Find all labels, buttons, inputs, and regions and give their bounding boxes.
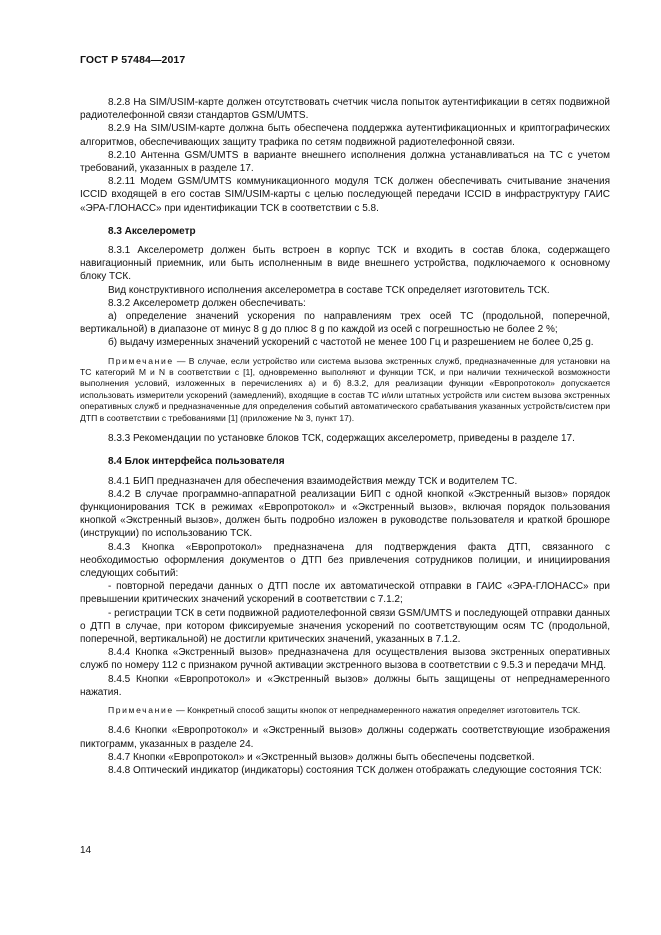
- clause-8-4-8: 8.4.8 Оптический индикатор (индикаторы) состояния ТСК должен отображать следующие состояния ТСК:: [108, 764, 602, 776]
- clause-8-4-1: 8.4.1 БИП предназначен для обеспечения взаимодействия между ТСК и водителем ТС.: [108, 475, 518, 487]
- clause-8-2-10: 8.2.10 Антенна GSM/UMTS в варианте внешнего исполнения должна устанавливаться на ТС с учетом требований, указанных в разделе 17.: [80, 149, 610, 175]
- document-header: ГОСТ Р 57484—2017: [80, 54, 186, 66]
- section-heading-8-4: 8.4 Блок интерфейса пользователя: [108, 456, 285, 468]
- clause-8-4-3: 8.4.3 Кнопка «Европротокол» предназначена для подтверждения факта ДТП, связанного с необходимостью оформления документов о ДТП без привлечения сотрудников полиции, и инициирования следующих событий:: [80, 541, 610, 579]
- clause-8-4-4: 8.4.4 Кнопка «Экстренный вызов» предназначена для осуществления вызова экстренных оперативных служб по номеру 112 с признаком ручной активации экстренного вызова в соответствии с 9.5.3 и передачи МНД.: [80, 647, 610, 672]
- clause-8-3-2-b: б) выдачу измеренных значений ускорений с частотой не менее 100 Гц и разрешением не более 0,25 g.: [108, 337, 594, 349]
- clause-8-3-3: 8.3.3 Рекомендации по установке блоков ТСК, содержащих акселерометр, приведены в разделе 17.: [108, 433, 575, 445]
- note-text: — В случае, если устройство или система вызова экстренных служб, предназначенные для установки на ТС категорий М и N в соответствии с [1], одновременно выполняют и функции ТСК, и при наличии технической возможности выполнения условий, изложенных в перечислениях а) и б) 8.3.2, для реализации функции «Европротокол» допускается использовать измерители ускорений (замедлений), входящие в состав ТС и/или штатных устройств или систем вызова экстренных оперативных служб и предназначенные для определения событий автоматического срабатывания указанных устройств/систем при ДТП в соответствии с требованиями [1] (приложение № 3, пункт 17).: [80, 355, 610, 423]
- clause-8-3-1-note: Вид конструктивного исполнения акселерометра в составе ТСК определяет изготовитель ТСК.: [108, 284, 550, 296]
- note-label: Примечание: [108, 704, 174, 715]
- clause-8-4-7: 8.4.7 Кнопки «Европротокол» и «Экстренный вызов» должны быть обеспечены подсветкой.: [108, 751, 535, 763]
- clause-8-3-2: 8.3.2 Акселерометр должен обеспечивать:: [108, 297, 306, 309]
- note-1: [80, 356, 610, 424]
- section-heading-8-3: 8.3 Акселерометр: [108, 225, 196, 237]
- clause-8-4-3-item-1: - повторной передачи данных о ДТП после их автоматической отправки в ГАИС «ЭРА-ГЛОНАСС» при превышении критических значений ускорений в соответствии с 7.1.2;: [80, 581, 610, 606]
- page-number: 14: [80, 845, 92, 856]
- clause-8-2-8: 8.2.8 На SIM/USIM-карте должен отсутствовать счетчик числа попыток аутентификации в сетях подвижной радиотелефонной связи стандартов GSM/UMTS.: [80, 97, 610, 122]
- clause-8-3-1: 8.3.1 Акселерометр должен быть встроен в корпус ТСК и входить в состав блока, содержащего навигационный приемник, или быть исполненным в виде внешнего устройства, подключаемого к основному блоку ТСК.: [80, 245, 610, 283]
- clause-8-4-5: 8.4.5 Кнопки «Европротокол» и «Экстренный вызов» должны быть защищены от непреднамеренного нажатия.: [80, 673, 610, 698]
- clause-8-4-6: 8.4.6 Кнопки «Европротокол» и «Экстренный вызов» должны содержать соответствующие изображения пиктограмм, указанных в разделе 24.: [80, 725, 610, 750]
- note-2: [80, 705, 610, 716]
- note-text: — Конкретный способ защиты кнопок от непреднамеренного нажатия определяет изготовитель ТСК.: [173, 704, 581, 715]
- clause-8-3-2-a: а) определение значений ускорения по направлениям трех осей ТС (продольной, поперечной, вертикальной) в диапазоне от минус 8 g до плюс 8 g по каждой из осей с погрешностью не более 2 %;: [80, 311, 610, 336]
- clause-8-2-9: 8.2.9 На SIM/USIM-карте должна быть обеспечена поддержка аутентификационных и криптографических алгоритмов, обеспечивающих защиту трафика по сетям подвижной радиотелефонной связи.: [80, 123, 610, 148]
- clause-8-4-3-item-2: - регистрации ТСК в сети подвижной радиотелефонной связи GSM/UMTS и последующей отправки данных о ДТП в случае, при котором фиксируемые значения ускорений по соответствующим осям ТС (продольной, поперечной, вертикальной) не достигли критических значений, указанных в 7.1.2.: [80, 607, 610, 645]
- clause-8-2-11: 8.2.11 Модем GSM/UMTS коммуникационного модуля ТСК должен обеспечивать считывание значения ICCID входящей в его состав SIM/USIM-карты с целью последующей передачи ICCID в инфраструктуру ГАИС «ЭРА-ГЛОНАСС» при идентификации ТСК в соответствии с 5.8.: [80, 176, 610, 214]
- clause-8-4-2: 8.4.2 В случае программно-аппаратной реализации БИП с одной кнопкой «Экстренный вызов» порядок функционирования ТСК в режимах «Европротокол» и «Экстренный вызов», включая порядок пользования кнопкой «Экстренный вызов», должен быть подробно изложен в руководстве пользователя и краткой брошюре (инструкции) по использованию ТСК.: [80, 488, 610, 540]
- note-label: Примечание: [108, 355, 174, 366]
- document-body: [80, 96, 610, 777]
